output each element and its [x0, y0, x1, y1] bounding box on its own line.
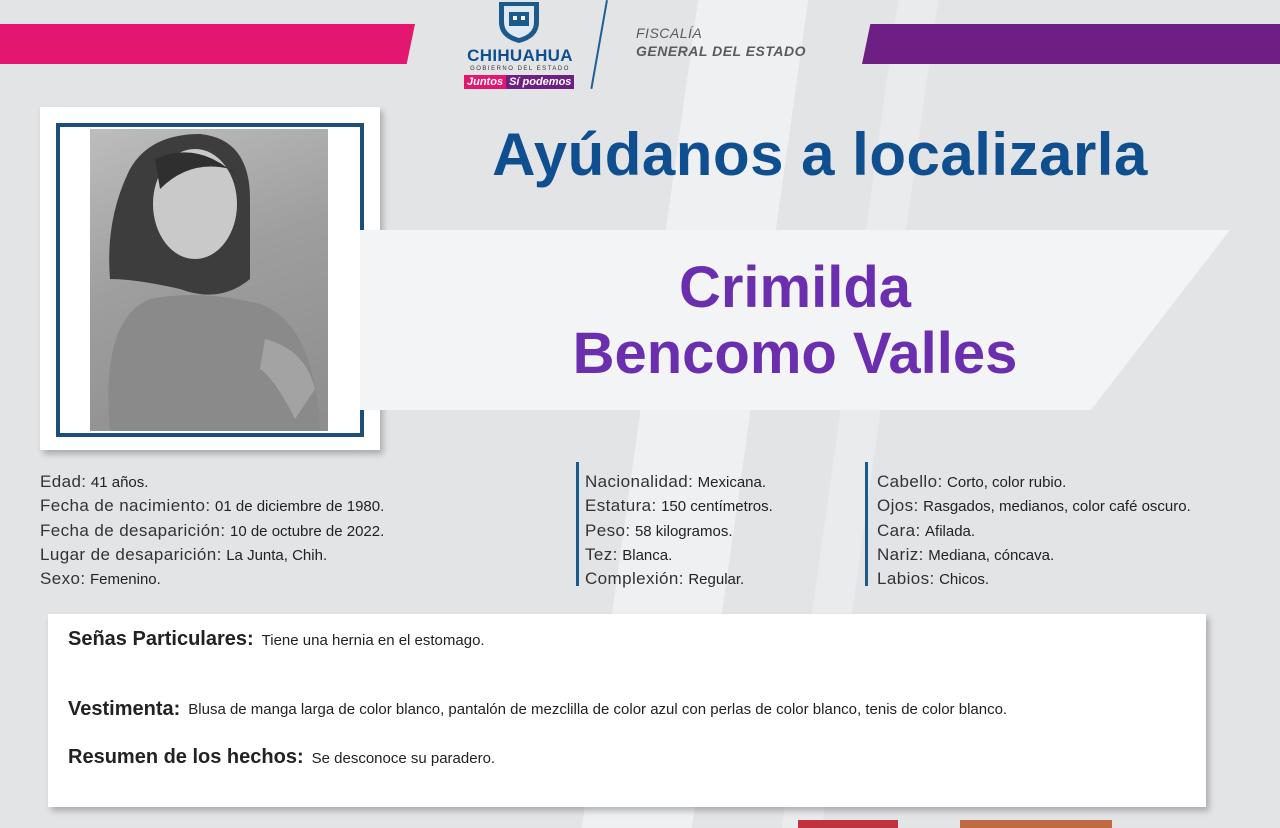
info-column-general	[40, 470, 384, 591]
logo-separator	[590, 0, 608, 89]
column-divider	[576, 462, 579, 586]
header-bar-purple	[862, 24, 1280, 64]
info-row-ojos: Ojos: Rasgados, medianos, color café oscuro.	[877, 496, 1191, 516]
senas-value: Tiene una hernia en el estomago.	[261, 632, 485, 649]
photo-card	[40, 107, 380, 450]
info-row-fecha-nacimiento: Fecha de nacimiento: 01 de diciembre de 1980.	[40, 496, 385, 516]
logo-subtitle: GOBIERNO DEL ESTADO	[470, 66, 570, 72]
column-divider	[865, 462, 868, 586]
bottom-logo-partial	[960, 820, 1112, 828]
info-row-nariz: Nariz: Mediana, cóncava.	[877, 544, 1055, 564]
info-row-complexion: Complexión: Regular.	[585, 569, 745, 589]
crest-icon	[493, 0, 545, 44]
info-row-cabello: Cabello: Corto, color rubio.	[877, 472, 1067, 491]
info-column-features	[877, 470, 1191, 591]
logo-name: CHIHUAHUA	[467, 46, 573, 65]
poster-title: Ayúdanos a localizarla	[492, 121, 1148, 188]
logo-slogan	[464, 75, 574, 89]
person-first-name: Crimilda	[678, 255, 912, 320]
header-bar-magenta	[0, 24, 415, 64]
info-row-lugar-desaparicion: Lugar de desaparición: La Junta, Chih.	[40, 544, 328, 564]
info-row-nacionalidad: Nacionalidad: Mexicana.	[585, 472, 767, 491]
resumen-value: Se desconoce su paradero.	[311, 750, 496, 767]
info-row-sexo: Sexo: Femenino.	[40, 569, 161, 589]
chihuahua-logo	[455, 0, 585, 100]
person-photo	[90, 129, 328, 431]
photo-frame	[56, 123, 364, 437]
info-row-peso: Peso: 58 kilogramos.	[585, 520, 733, 540]
person-last-names: Bencomo Valles	[572, 321, 1018, 386]
fiscalia-line-1: FISCALÍA	[636, 25, 703, 41]
info-row-tez: Tez: Blanca.	[585, 544, 673, 564]
vestimenta-value: Blusa de manga larga de color blanco, pantalón de mezclilla de color azul con perlas de color blanco, tenis de color blanco.	[188, 701, 1008, 718]
info-row-cara: Cara: Afilada.	[877, 520, 976, 540]
vestimenta-row	[68, 698, 1048, 721]
vestimenta-label: Vestimenta:	[68, 698, 181, 720]
info-row-labios: Labios: Chicos.	[877, 569, 990, 589]
slogan-part-2: Sí podemos	[506, 75, 574, 89]
senas-label: Señas Particulares:	[68, 628, 254, 650]
senas-particulares-row	[68, 628, 485, 651]
info-column-physical	[585, 470, 773, 591]
info-row-fecha-desaparicion: Fecha de desaparición: 10 de octubre de 2022.	[40, 520, 385, 540]
info-row-edad: Edad: 41 años.	[40, 472, 149, 491]
fiscalia-line-2: GENERAL DEL ESTADO	[636, 43, 807, 59]
slogan-part-1: Juntos	[464, 75, 506, 89]
details-box	[48, 614, 1206, 807]
info-row-estatura: Estatura: 150 centímetros.	[585, 496, 773, 516]
resumen-label: Resumen de los hechos:	[68, 746, 304, 768]
resumen-row	[68, 746, 495, 769]
fiscalia-logo	[636, 24, 806, 60]
person-silhouette-icon	[90, 129, 328, 431]
bottom-logo-partial	[798, 820, 898, 828]
